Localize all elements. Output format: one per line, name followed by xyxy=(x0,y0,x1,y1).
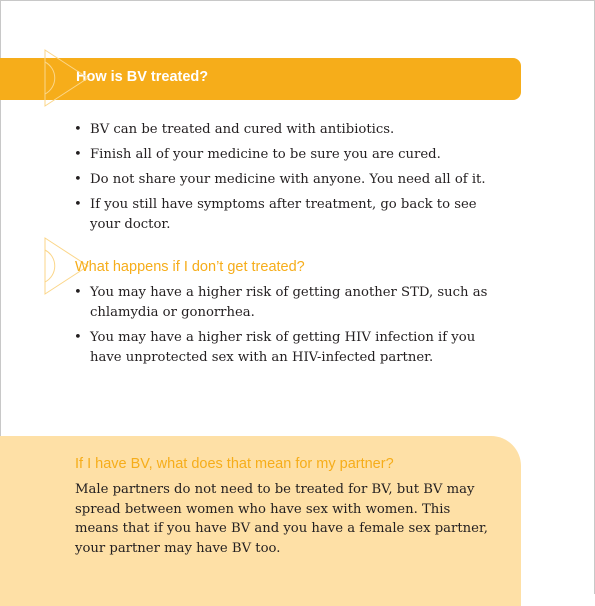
treatment-bullet-list xyxy=(74,120,494,240)
play-triangle-decoration-icon xyxy=(42,48,92,108)
partner-info-text: Male partners do not need to be treated for BV, but BV may spread between women who have sex with women. This means that if you have BV and you have a female sex partner, your partner may have BV too. xyxy=(75,482,488,556)
section-title-partner: If I have BV, what does that mean for my partner? xyxy=(75,456,394,472)
list-item: • You may have a higher risk of getting another STD, such as chlamydia or gonorrhea. xyxy=(74,283,494,323)
list-item: • Do not share your medicine with anyone. You need all of it. xyxy=(74,170,494,190)
list-item: • Finish all of your medicine to be sure you are cured. xyxy=(74,145,494,165)
untreated-bullet-list xyxy=(74,283,494,373)
section-title-treatment: How is BV treated? xyxy=(76,69,209,85)
list-item: • BV can be treated and cured with antibiotics. xyxy=(74,120,494,140)
section-title-untreated: What happens if I don’t get treated? xyxy=(75,259,305,275)
list-item: • If you still have symptoms after treatment, go back to see your doctor. xyxy=(74,195,494,235)
list-item: • You may have a higher risk of getting HIV infection if you have unprotected sex with an HIV-infected partner. xyxy=(74,328,494,368)
